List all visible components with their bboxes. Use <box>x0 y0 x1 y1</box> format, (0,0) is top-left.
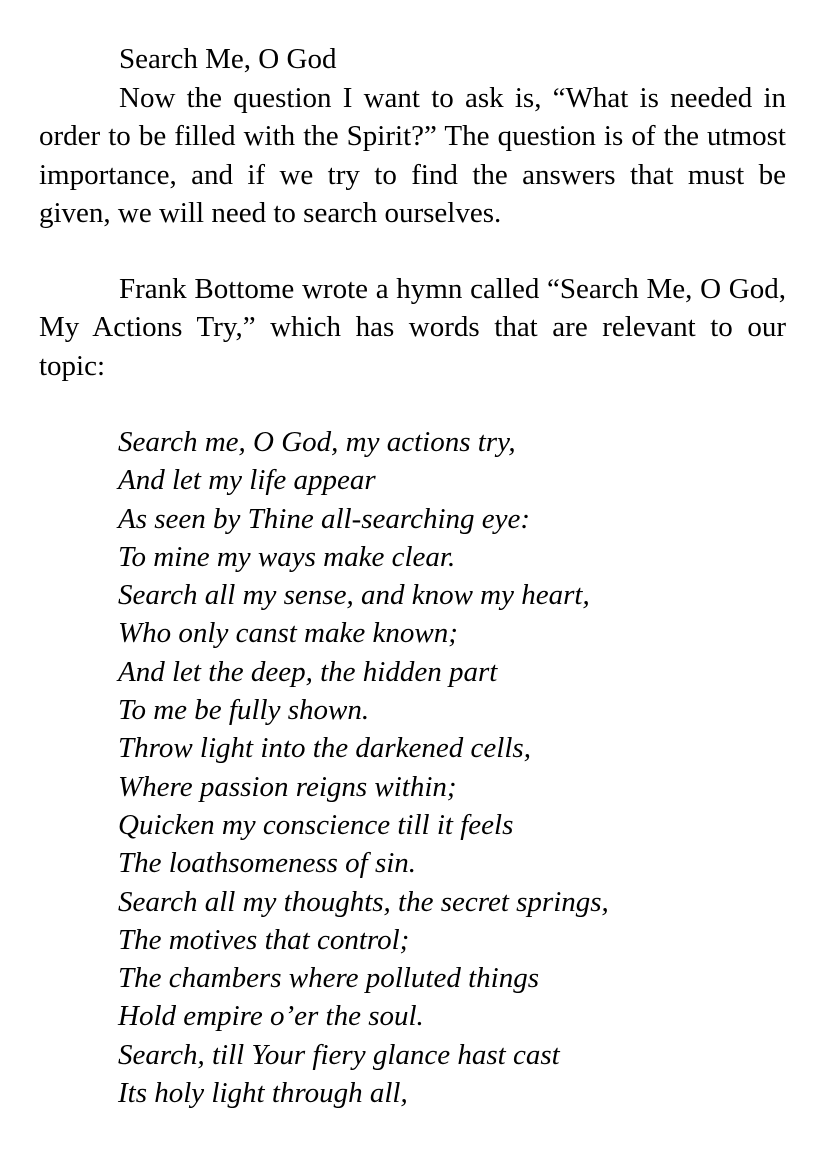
poem-line: Search me, O God, my actions try, <box>118 426 516 458</box>
body-paragraph-question: Now the question I want to ask is, “What is needed in order to be filled with the Spirit?” The question is of the utmost importance, and if we try to find the answers that must be given, we will need to search ourselves. <box>39 82 786 229</box>
hymn-verse <box>118 423 609 1112</box>
poem-line: Throw light into the darkened cells, <box>118 732 531 765</box>
poem-line: Who only canst make known; <box>118 617 458 650</box>
poem-line: Search all my thoughts, the secret springs, <box>118 885 609 918</box>
poem-line: And let my life appear <box>118 464 376 497</box>
poem-line: Search all my sense, and know my heart, <box>118 579 590 612</box>
poem-line: Hold empire o’er the soul. <box>118 1000 424 1033</box>
poem-line: To mine my ways make clear. <box>118 540 456 573</box>
poem-line: As seen by Thine all-searching eye: <box>118 502 531 535</box>
section-heading: Search Me, O God <box>119 43 337 75</box>
poem-line: Search, till Your fiery glance hast cast <box>118 1038 560 1071</box>
poem-line: And let the deep, the hidden part <box>118 655 498 688</box>
poem-line: To me be fully shown. <box>118 694 370 727</box>
poem-line: The loathsomeness of sin. <box>118 847 417 880</box>
poem-line: Its holy light through all, <box>118 1077 408 1110</box>
poem-line: Where passion reigns within; <box>118 770 457 803</box>
poem-line: The motives that control; <box>118 923 410 956</box>
poem-line: The chambers where polluted things <box>118 962 539 995</box>
body-paragraph-hymn-intro: Frank Bottome wrote a hymn called “Search Me, O God, My Actions Try,” which has words that are relevant to our topic: <box>39 273 786 382</box>
poem-line: Quicken my conscience till it feels <box>118 808 514 841</box>
